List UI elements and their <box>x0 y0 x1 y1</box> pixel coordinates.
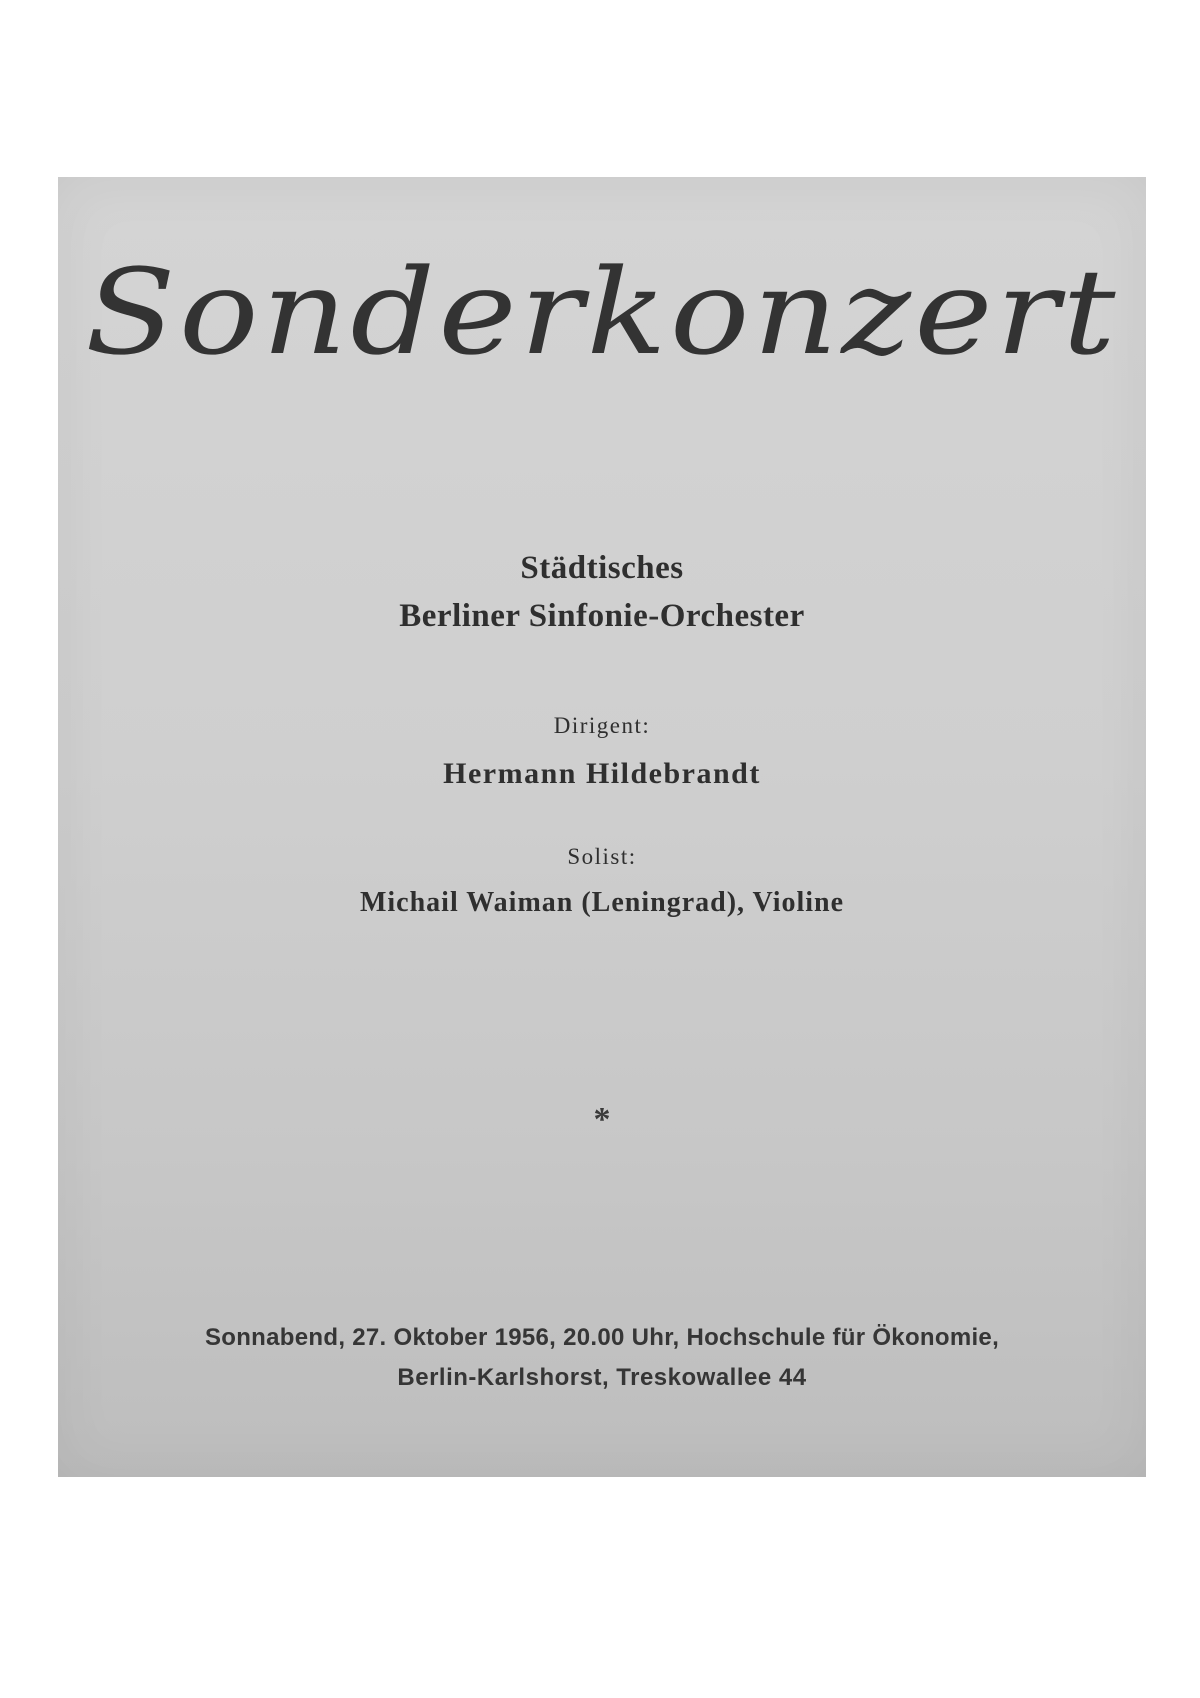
star-divider-icon: * <box>593 1101 611 1138</box>
venue-address-line: Berlin-Karlshorst, Treskowallee 44 <box>397 1364 807 1391</box>
conductor-name: Hermann Hildebrandt <box>443 757 761 790</box>
soloist-name: Michail Waiman (Leningrad), Violine <box>359 887 845 918</box>
conductor-label: Dirigent: <box>553 713 651 738</box>
venue-date-line: Sonnabend, 27. Oktober 1956, 20.00 Uhr, Hochschule für Ökonomie, <box>204 1324 1000 1351</box>
soloist-label: Solist: <box>567 844 637 869</box>
concert-program-card <box>58 177 1146 1477</box>
orchestra-line-1: Städtisches <box>520 550 684 586</box>
orchestra-line-2: Berliner Sinfonie-Orchester <box>399 598 805 634</box>
program-title: Sonderkonzert <box>85 243 1119 381</box>
